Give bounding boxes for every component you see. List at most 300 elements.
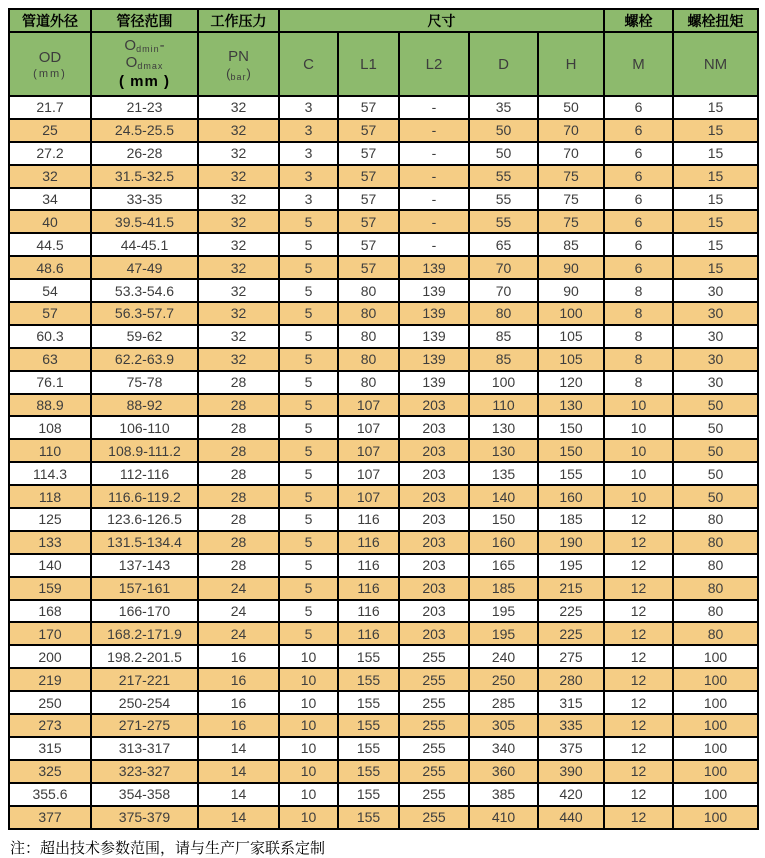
table-cell: 10 [279,691,338,714]
table-cell: 100 [673,691,758,714]
table-cell: 5 [279,600,338,623]
table-cell: 185 [469,577,538,600]
table-cell: 70 [538,119,604,142]
table-cell: - [399,119,469,142]
table-cell: 28 [198,462,279,485]
table-row [9,577,758,600]
table-cell: 80 [673,554,758,577]
table-cell: 50 [673,462,758,485]
table-cell: 100 [673,783,758,806]
table-cell: 80 [338,325,399,348]
table-cell: 155 [338,645,399,668]
table-cell: 250 [9,691,91,714]
table-cell: 5 [279,508,338,531]
table-cell: 377 [9,806,91,829]
table-cell: 6 [604,96,673,119]
table-cell: 32 [198,256,279,279]
table-cell: 255 [399,691,469,714]
table-cell: 100 [673,714,758,737]
table-cell: 57 [338,188,399,211]
table-cell: 255 [399,668,469,691]
table-cell: 123.6-126.5 [91,508,198,531]
table-cell: 155 [338,783,399,806]
table-cell: 8 [604,371,673,394]
table-cell: 203 [399,485,469,508]
table-row [9,485,758,508]
table-cell: 30 [673,302,758,325]
table-cell: 10 [279,645,338,668]
table-cell: 90 [538,279,604,302]
table-cell: 30 [673,371,758,394]
table-cell: 323-327 [91,760,198,783]
table-cell: 139 [399,279,469,302]
table-row [9,210,758,233]
table-cell: 32 [198,119,279,142]
table-cell: 85 [469,325,538,348]
table-cell: 190 [538,531,604,554]
table-cell: 5 [279,577,338,600]
table-cell: 118 [9,485,91,508]
table-cell: 200 [9,645,91,668]
table-cell: 3 [279,188,338,211]
table-cell: 195 [538,554,604,577]
table-cell: 100 [673,760,758,783]
table-cell: 28 [198,416,279,439]
table-row [9,325,758,348]
footer-note: 注：超出技术参数范围，请与生产厂家联系定制 [10,840,326,857]
table-cell: 35 [469,96,538,119]
table-cell: 16 [198,645,279,668]
table-cell: 6 [604,256,673,279]
table-cell: 32 [198,279,279,302]
table-cell: 185 [538,508,604,531]
table-cell: 12 [604,806,673,829]
table-cell: 5 [279,256,338,279]
table-cell: 50 [673,439,758,462]
table-cell: 24 [198,622,279,645]
table-cell: 271-275 [91,714,198,737]
table-row [9,416,758,439]
table-cell: 50 [673,416,758,439]
table-cell: 285 [469,691,538,714]
table-cell: 55 [469,165,538,188]
table-cell: 255 [399,783,469,806]
table-row [9,783,758,806]
pn-label: PN [228,47,249,65]
table-cell: 8 [604,279,673,302]
table-cell: 203 [399,508,469,531]
table-cell: 10 [604,485,673,508]
table-cell: 65 [469,233,538,256]
table-cell: 75 [538,165,604,188]
table-cell: 135 [469,462,538,485]
table-cell: 60.3 [9,325,91,348]
table-cell: 28 [198,508,279,531]
table-cell: 130 [469,416,538,439]
table-cell: 325 [9,760,91,783]
table-cell: 255 [399,714,469,737]
table-cell: 354-358 [91,783,198,806]
table-cell: 16 [198,668,279,691]
table-cell: 100 [673,645,758,668]
table-cell: 137-143 [91,554,198,577]
table-cell: 75 [538,188,604,211]
header-od-range [91,32,198,96]
table-cell: 80 [338,348,399,371]
table-cell: 159 [9,577,91,600]
table-row [9,188,758,211]
table-row [9,142,758,165]
table-cell: 62.2-63.9 [91,348,198,371]
table-cell: 5 [279,439,338,462]
table-cell: 5 [279,279,338,302]
table-row [9,554,758,577]
table-cell: 195 [469,600,538,623]
table-cell: 6 [604,188,673,211]
table-cell: 50 [469,142,538,165]
table-cell: 107 [338,416,399,439]
table-cell: 116 [338,554,399,577]
table-cell: 15 [673,165,758,188]
table-cell: 80 [469,302,538,325]
table-row [9,760,758,783]
header-working-pressure: 工作压力 [198,9,279,32]
table-cell: 47-49 [91,256,198,279]
table-cell: 168.2-171.9 [91,622,198,645]
table-cell: 12 [604,577,673,600]
pn-unit: (bar) [226,65,251,82]
table-cell: 55 [469,210,538,233]
table-cell: 32 [198,142,279,165]
header-bolt-m: M [604,32,673,96]
od-min-line: Odmin- [124,37,165,54]
table-cell: 255 [399,806,469,829]
table-cell: 203 [399,554,469,577]
table-cell: 57 [338,210,399,233]
table-cell: 198.2-201.5 [91,645,198,668]
table-cell: 28 [198,485,279,508]
table-cell: 108.9-111.2 [91,439,198,462]
table-cell: 5 [279,462,338,485]
table-cell: 63 [9,348,91,371]
table-cell: 340 [469,737,538,760]
header-dim-l1: L1 [338,32,399,96]
table-row [9,622,758,645]
table-cell: 55 [469,188,538,211]
table-cell: 335 [538,714,604,737]
table-cell: 30 [673,325,758,348]
table-cell: 32 [198,325,279,348]
table-row [9,371,758,394]
table-cell: 27.2 [9,142,91,165]
table-cell: 80 [338,371,399,394]
table-cell: 5 [279,210,338,233]
table-row [9,508,758,531]
od-label: OD [38,48,62,66]
table-cell: 50 [469,119,538,142]
table-cell: 355.6 [9,783,91,806]
table-cell: 166-170 [91,600,198,623]
table-row [9,668,758,691]
table-cell: 217-221 [91,668,198,691]
table-cell: 203 [399,462,469,485]
table-cell: 155 [338,691,399,714]
header-bolt: 螺栓 [604,9,673,32]
table-cell: 8 [604,302,673,325]
table-cell: 50 [673,394,758,417]
table-cell: 12 [604,691,673,714]
table-cell: 10 [279,783,338,806]
table-cell: 160 [538,485,604,508]
table-cell: 80 [673,531,758,554]
table-cell: 57 [9,302,91,325]
table-row [9,119,758,142]
table-cell: 12 [604,783,673,806]
table-cell: 255 [399,645,469,668]
table-cell: 21-23 [91,96,198,119]
table-cell: 375 [538,737,604,760]
table-cell: 28 [198,439,279,462]
table-cell: 203 [399,416,469,439]
header-dim-h: H [538,32,604,96]
header-dim-c: C [279,32,338,96]
table-cell: 26-28 [91,142,198,165]
table-cell: 8 [604,325,673,348]
table-row [9,302,758,325]
header-pn [198,32,279,96]
table-cell: 70 [469,256,538,279]
table-cell: 75-78 [91,371,198,394]
table-cell: 250-254 [91,691,198,714]
table-cell: 31.5-32.5 [91,165,198,188]
table-cell: 133 [9,531,91,554]
header-torque-nm: NM [673,32,758,96]
table-row [9,439,758,462]
table-cell: 44.5 [9,233,91,256]
table-cell: 255 [399,737,469,760]
table-cell: 24.5-25.5 [91,119,198,142]
table-cell: 39.5-41.5 [91,210,198,233]
table-cell: 70 [538,142,604,165]
table-cell: 100 [538,302,604,325]
table-cell: 203 [399,394,469,417]
table-cell: 32 [9,165,91,188]
table-cell: 100 [673,737,758,760]
table-cell: 57 [338,119,399,142]
table-cell: 140 [469,485,538,508]
table-cell: 5 [279,416,338,439]
table-cell: 16 [198,691,279,714]
table-cell: 80 [338,302,399,325]
table-cell: 28 [198,394,279,417]
table-cell: 3 [279,96,338,119]
table-cell: 12 [604,554,673,577]
table-cell: 116 [338,577,399,600]
table-cell: - [399,165,469,188]
table-cell: 80 [338,279,399,302]
table-cell: 12 [604,645,673,668]
table-cell: 315 [538,691,604,714]
table-cell: 130 [469,439,538,462]
table-cell: 225 [538,600,604,623]
table-cell: 112-116 [91,462,198,485]
table-cell: 32 [198,188,279,211]
table-cell: 33-35 [91,188,198,211]
table-cell: 32 [198,348,279,371]
table-cell: 203 [399,600,469,623]
table-cell: 80 [673,508,758,531]
table-row [9,233,758,256]
table-cell: 168 [9,600,91,623]
table-cell: 88-92 [91,394,198,417]
table-cell: 116 [338,600,399,623]
table-cell: 139 [399,325,469,348]
table-cell: 273 [9,714,91,737]
table-cell: - [399,233,469,256]
table-cell: 14 [198,806,279,829]
table-cell: 5 [279,233,338,256]
table-cell: 12 [604,760,673,783]
table-cell: 116 [338,508,399,531]
table-cell: 15 [673,210,758,233]
table-cell: 5 [279,371,338,394]
header-dimensions: 尺寸 [279,9,604,32]
table-cell: 57 [338,165,399,188]
table-row [9,645,758,668]
table-cell: 100 [673,668,758,691]
table-cell: 15 [673,188,758,211]
table-cell: 440 [538,806,604,829]
table-cell: 16 [198,714,279,737]
table-cell: 106-110 [91,416,198,439]
table-cell: 85 [538,233,604,256]
table-cell: 250 [469,668,538,691]
table-cell: 107 [338,439,399,462]
table-cell: 15 [673,233,758,256]
table-cell: 10 [279,760,338,783]
table-cell: 157-161 [91,577,198,600]
table-cell: 150 [469,508,538,531]
table-cell: 80 [673,600,758,623]
table-row [9,279,758,302]
table-cell: 12 [604,508,673,531]
table-cell: 5 [279,348,338,371]
table-cell: 6 [604,165,673,188]
table-cell: 125 [9,508,91,531]
table-cell: 50 [538,96,604,119]
table-cell: 12 [604,714,673,737]
table-row [9,691,758,714]
table-cell: 8 [604,348,673,371]
table-cell: 280 [538,668,604,691]
table-cell: 107 [338,485,399,508]
table-cell: 10 [604,462,673,485]
table-cell: 57 [338,96,399,119]
table-cell: 76.1 [9,371,91,394]
table-cell: 170 [9,622,91,645]
table-cell: 15 [673,96,758,119]
od-max-line: Odmax [125,54,164,71]
table-cell: 240 [469,645,538,668]
table-cell: 385 [469,783,538,806]
table-cell: 10 [604,394,673,417]
table-cell: 24 [198,600,279,623]
table-cell: 28 [198,371,279,394]
table-cell: 32 [198,302,279,325]
table-cell: 313-317 [91,737,198,760]
table-cell: 30 [673,279,758,302]
table-cell: - [399,142,469,165]
table-cell: 5 [279,485,338,508]
table-cell: 100 [469,371,538,394]
table-cell: 40 [9,210,91,233]
table-cell: 116 [338,531,399,554]
table-cell: 155 [338,760,399,783]
table-cell: 107 [338,394,399,417]
table-body [9,96,758,829]
header-unit-row [9,32,758,96]
table-cell: 203 [399,577,469,600]
table-cell: 5 [279,622,338,645]
table-cell: 165 [469,554,538,577]
table-cell: 80 [673,577,758,600]
table-row [9,806,758,829]
table-cell: 155 [338,714,399,737]
table-cell: 5 [279,554,338,577]
table-cell: 114.3 [9,462,91,485]
table-cell: 305 [469,714,538,737]
table-cell: 203 [399,622,469,645]
table-row [9,714,758,737]
table-cell: 155 [338,737,399,760]
table-cell: 85 [469,348,538,371]
table-cell: 6 [604,233,673,256]
table-row [9,737,758,760]
table-cell: 110 [469,394,538,417]
table-cell: 116 [338,622,399,645]
table-cell: 6 [604,210,673,233]
table-cell: 21.7 [9,96,91,119]
table-header [9,9,758,96]
table-cell: 10 [279,737,338,760]
table-cell: 100 [673,806,758,829]
table-cell: 5 [279,325,338,348]
header-dim-d: D [469,32,538,96]
table-cell: 75 [538,210,604,233]
table-cell: 130 [538,394,604,417]
table-cell: 140 [9,554,91,577]
table-cell: 203 [399,531,469,554]
table-cell: 315 [9,737,91,760]
table-row [9,348,758,371]
header-group-row [9,9,758,32]
table-cell: 105 [538,348,604,371]
od-unit: (mm) [33,67,67,80]
table-row [9,531,758,554]
table-cell: 116.6-119.2 [91,485,198,508]
table-cell: 28 [198,554,279,577]
header-dim-l2: L2 [399,32,469,96]
table-cell: 90 [538,256,604,279]
table-cell: 275 [538,645,604,668]
pipe-spec-table [8,8,759,830]
table-cell: 107 [338,462,399,485]
table-row [9,165,758,188]
table-cell: 225 [538,622,604,645]
table-cell: 203 [399,439,469,462]
table-cell: 12 [604,668,673,691]
table-row [9,600,758,623]
